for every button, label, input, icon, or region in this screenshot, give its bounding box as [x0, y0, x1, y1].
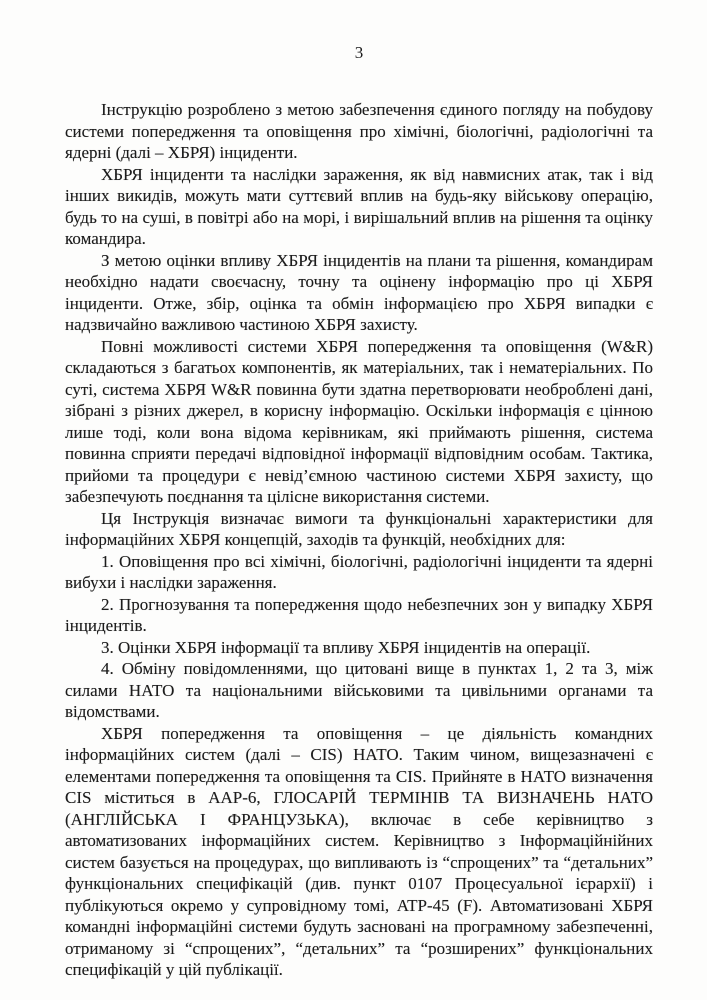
list-item-3: 3. Оцінки ХБРЯ інформації та впливу ХБРЯ інцидентів на операції.: [101, 637, 591, 657]
paragraph-incidents-impact: ХБРЯ інциденти та наслідки зараження, як від навмисних атак, так і від інших викидів, можуть мати суттєвий вплив на будь-яку військову операцію, будь то на суші, в повітрі або на морі, і вирішальний вплив на рішення та оцінку командира.: [65, 164, 653, 248]
paragraph-intro: Інструкцію розроблено з метою забезпечення єдиного погляду на побудову системи попередження та оповіщення про хімічні, біологічні, радіологічні та ядерні (далі – ХБРЯ) інциденти.: [65, 100, 653, 162]
paragraph-requirements: Ця Інструкція визначає вимоги та функціональні характеристики для інформаційних ХБРЯ концепцій, заходів та функцій, необхідних для:: [65, 508, 653, 549]
document-body: [65, 99, 653, 981]
paragraph-cis-systems: ХБРЯ попередження та оповіщення – це діяльність командних інформаційних систем (далі – CIS) НАТО. Таким чином, вищезазначені є елементами попередження та оповіщення та CIS. Прийняте в НАТО визначення CIS міститься в AAP-6, ГЛОСАРІЙ ТЕРМІНІВ ТА ВИЗНАЧЕНЬ НАТО (АНГЛІЙСЬКА І ФРАНЦУЗЬКА), включає в себе керівництво з автоматизованих інформаційних систем. Керівництво з Інформаційнійних систем базується на процедурах, що випливають із “спрощених” та “детальних” функціональних специфікацій (див. пункт 0107 Процесуальної ієрархії) і публікуються окремо у супровідному томі, ATP-45 (F). Автоматизовані ХБРЯ командні інформаційні системи будуть засновані на програмному забезпеченні, отриманому зі “спрощених”, “детальних” та “розширених” функціональних специфікацій у цій публікації.: [65, 723, 653, 979]
paragraph-wr-capabilities: Повні можливості системи ХБРЯ попередження та оповіщення (W&R) складаються з багатьох компонентів, як матеріальних, так і нематеріальних. По суті, система ХБРЯ W&R повинна бути здатна перетворювати необроблені дані, зібрані з різних джерел, в корисну інформацію. Оскільки інформація є цінною лише тоді, коли вона відома керівникам, які приймають рішення, система повинна сприяти передачі відповідної інформації відповідним особам. Тактика, прийоми та процедури є невід’ємною частиною системи ХБРЯ захисту, що забезпечують поєднання та цілісне використання системи.: [65, 336, 653, 506]
list-item-1: 1. Оповіщення про всі хімічні, біологічні, радіологічні інциденти та ядерні вибухи і наслідки зараження.: [65, 551, 653, 592]
list-item-2: 2. Прогнозування та попередження щодо небезпечних зон у випадку ХБРЯ інцидентів.: [65, 594, 653, 635]
list-item-4: 4. Обміну повідомленнями, що цитовані вище в пунктах 1, 2 та 3, між силами НАТО та національними військовими та цивільними органами та відомствами.: [65, 659, 653, 721]
page-number: 3: [354, 43, 364, 62]
paragraph-assessment: З метою оцінки впливу ХБРЯ інцидентів на плани та рішення, командирам необхідно надати своєчасну, точну та оцінену інформацію про ці ХБРЯ інциденти. Отже, збір, оцінка та обмін інформацією про ХБРЯ випадки є надзвичайно важливою частиною ХБРЯ захисту.: [65, 250, 653, 334]
